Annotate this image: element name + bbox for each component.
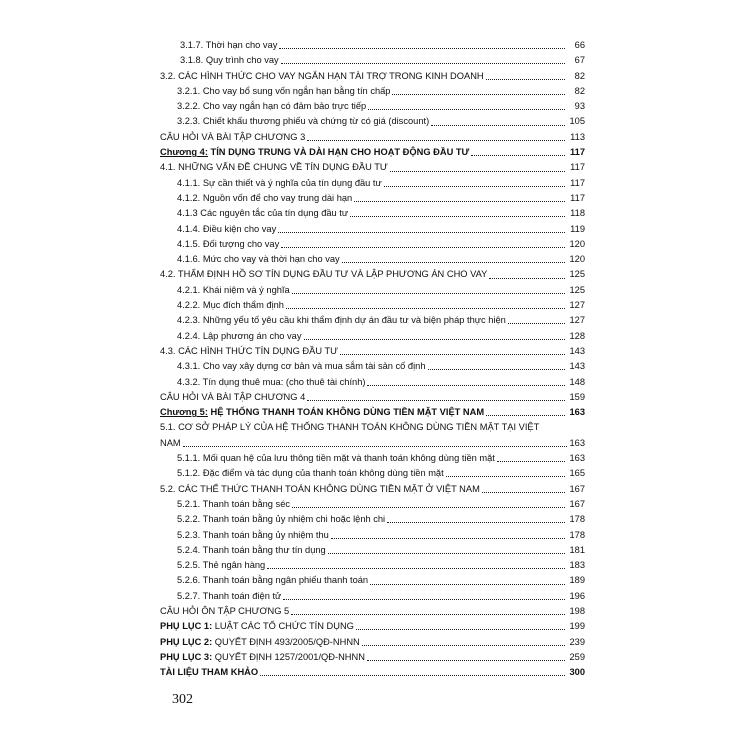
toc-leader-dots [183,446,568,447]
toc-entry-title [177,237,279,252]
toc-entry-title [177,451,495,466]
toc-entry [157,176,585,191]
toc-entry-text: 3.2. CÁC HÌNH THỨC CHO VAY NGẮN HẠN TÀI TRỢ TRONG KINH DOANH [160,70,484,81]
toc-entry-page: 67 [574,55,585,66]
toc-entry-title [160,665,258,680]
toc-entry-page: 120 [569,238,585,249]
toc-entry-page: 120 [569,254,585,265]
toc-entry-title [160,160,388,175]
toc-leader-dots [392,94,565,95]
toc-entry-text: 3.1.8. Quy trình cho vay [180,55,279,66]
toc-entry-text: 4.1.6. Mức cho vay và thời hạn cho vay [177,254,340,265]
toc-entry-title [177,176,382,191]
toc-leader-dots [267,568,565,569]
toc-entry-title [180,38,277,53]
toc-entry-page: 119 [570,223,585,234]
toc-entry-title [160,69,484,84]
toc-entry [157,191,585,206]
toc-entry [157,99,585,114]
toc-entry [157,267,585,282]
toc-entry-title [160,145,469,160]
toc-entry-text: 5.2.7. Thanh toán điện tử [177,590,282,601]
table-of-contents [157,38,585,680]
toc-entry-text: 4.1.1. Sự cần thiết và ý nghĩa của tín dụng đầu tư [177,177,382,188]
toc-entry [157,222,585,237]
toc-leader-dots [471,155,565,156]
toc-entry-title [177,466,444,481]
toc-entry [157,528,585,543]
toc-entry-page: 117 [570,162,585,173]
toc-entry [157,160,585,175]
toc-entry-text: TÍN DỤNG TRUNG VÀ DÀI HẠN CHO HOẠT ĐỘNG ĐẦU TƯ [207,147,470,158]
toc-entry-title [177,99,366,114]
toc-entry-page: 163 [569,453,585,464]
toc-entry [157,573,585,588]
toc-entry-page: 143 [569,361,585,372]
toc-leader-dots [281,63,565,64]
toc-entry [157,130,585,145]
toc-entry [157,69,585,84]
toc-entry-text: QUYẾT ĐỊNH 493/2005/QĐ-NHNN [212,636,360,647]
toc-entry-title [177,206,348,221]
toc-entry-page: 128 [569,330,585,341]
toc-entry [157,650,585,665]
toc-entry-text: 4.2.2. Mục đích thẩm định [177,300,284,311]
toc-entry-text: 5.2.2. Thanh toán bằng ủy nhiệm chi hoặc lệnh chi [177,514,386,525]
toc-entry-text: 5.1.2. Đặc điểm và tác dụng của thanh toán không dùng tiền mặt [177,468,444,479]
toc-entry-page: 181 [569,544,585,555]
toc-entry [157,283,585,298]
toc-entry-title [160,405,484,420]
toc-entry-text: CÂU HỎI ÔN TẬP CHƯƠNG 5 [160,605,290,616]
toc-entry [157,298,585,313]
toc-leader-dots [431,125,565,126]
toc-entry-title [160,619,354,634]
toc-leader-dots [482,492,565,493]
toc-entry [157,329,585,344]
toc-entry-text: 5.2.5. Thẻ ngân hàng [177,560,266,571]
toc-entry-title [160,130,305,145]
appendix-label: PHỤ LỤC 3: [160,651,213,662]
toc-entry-title [177,283,290,298]
toc-entry-page: 93 [574,101,585,112]
toc-entry-page: 163 [569,437,585,448]
toc-entry [157,114,585,129]
toc-leader-dots [486,415,565,416]
toc-entry-page: 178 [569,514,585,525]
toc-entry [157,359,585,374]
toc-entry-title [177,573,368,588]
toc-entry [157,635,585,650]
toc-entry-page: 82 [574,70,585,81]
toc-leader-dots [354,201,565,202]
toc-entry-title [177,497,290,512]
toc-entry [157,451,585,466]
toc-entry-text: 5.2. CÁC THỂ THỨC THANH TOÁN KHÔNG DÙNG TIỀN MẶT Ở VIỆT NAM [160,483,480,494]
toc-entry-text: 3.2.2. Cho vay ngắn hạn có đảm bảo trực tiếp [177,101,367,112]
toc-entry-title-line1: 5.1. CƠ SỞ PHÁP LÝ CỦA HỆ THỐNG THANH TOÁN KHÔNG DÙNG TIỀN MẶT TẠI VIỆT [160,422,540,433]
toc-entry-page: 163 [569,407,585,418]
page-number: 302 [172,692,193,707]
toc-entry-page: 125 [569,269,585,280]
toc-entry-title [177,222,276,237]
toc-entry-text: 5.2.4. Thanh toán bằng thư tín dụng [177,544,326,555]
toc-entry-text: 4.1. NHỮNG VẤN ĐỀ CHUNG VỀ TÍN DỤNG ĐẦU TƯ [160,162,388,173]
toc-leader-dots [368,109,565,110]
toc-entry-title [177,558,265,573]
toc-entry [157,38,585,53]
toc-entry-page: 165 [569,468,585,479]
toc-entry-text: 5.2.1. Thanh toán bằng séc [177,498,291,509]
toc-entry [157,543,585,558]
toc-leader-dots [292,507,565,508]
toc-entry-page: 117 [570,177,585,188]
toc-entry-text: 4.3.1. Cho vay xây dựng cơ bản và mua sắm tài sản cố định [177,361,426,372]
toc-entry-page: 183 [569,560,585,571]
toc-entry [157,145,585,160]
toc-entry [157,665,585,680]
toc-leader-dots [331,538,565,539]
toc-entry-page: 117 [570,192,585,203]
toc-entry-title-line2: NAM [160,437,181,448]
toc-entry-title [177,589,281,604]
toc-leader-dots [387,522,565,523]
toc-entry-text: TÀI LIỆU THAM KHẢO [160,667,259,678]
chapter-label: Chương 4: [160,147,208,158]
toc-entry-page: 105 [569,116,585,127]
toc-entry-text: QUYẾT ĐỊNH 1257/2001/QĐ-NHNN [212,651,365,662]
toc-entry-title [160,482,480,497]
toc-entry-title [177,359,426,374]
toc-entry [157,558,585,573]
toc-entry [157,482,585,497]
toc-entry-page: 127 [569,315,585,326]
toc-entry [157,619,585,634]
toc-entry [157,206,585,221]
toc-entry [157,466,585,481]
toc-entry-title [177,543,326,558]
toc-entry-text: 4.2.4. Lập phương án cho vay [177,330,302,341]
toc-entry-page: 82 [574,85,585,96]
appendix-label: PHỤ LỤC 1: [160,621,213,632]
toc-leader-dots [279,48,565,49]
toc-leader-dots [281,247,565,248]
toc-leader-dots [304,339,566,340]
toc-entry [157,313,585,328]
toc-entry-text: 4.2. THẨM ĐỊNH HỒ SƠ TÍN DỤNG ĐẦU TƯ VÀ LẬP PHƯƠNG ÁN CHO VAY [160,269,488,280]
toc-entry-title [177,313,506,328]
toc-entry-title [177,375,365,390]
toc-entry-text: 5.2.3. Thanh toán bằng ủy nhiệm thu [177,529,329,540]
toc-leader-dots [489,278,565,279]
toc-entry-text: CÂU HỎI VÀ BÀI TẬP CHƯƠNG 3 [160,131,306,142]
toc-entry-page: 196 [569,590,585,601]
toc-leader-dots [328,553,565,554]
toc-leader-dots [508,323,565,324]
toc-leader-dots [446,476,565,477]
toc-entry-page: 117 [570,147,585,158]
toc-entry-title [160,390,305,405]
toc-entry-page: 300 [569,667,585,678]
toc-leader-dots [307,140,565,141]
toc-entry-page: 143 [569,345,585,356]
toc-leader-dots [286,308,565,309]
toc-entry [157,375,585,390]
toc-group [157,451,585,680]
toc-entry [157,512,585,527]
toc-entry [157,84,585,99]
toc-entry-text: 3.2.1. Cho vay bổ sung vốn ngắn hạn bằng tín chấp [177,85,391,96]
toc-entry [157,252,585,267]
toc-entry-page: 66 [574,40,585,50]
toc-leader-dots [307,400,565,401]
toc-leader-dots [278,232,565,233]
toc-entry-page: 259 [569,651,585,662]
toc-entry-title [177,329,302,344]
toc-entry-page: 167 [569,483,585,494]
toc-entry-page: 127 [569,300,585,311]
toc-leader-dots [486,79,565,80]
toc-entry-text: 3.1.7. Thời hạn cho vay [180,40,278,50]
toc-entry-title [177,114,429,129]
toc-entry-text: 4.1.5. Đối tượng cho vay [177,238,280,249]
toc-entry [157,344,585,359]
toc-entry-title [177,528,329,543]
toc-entry [157,589,585,604]
toc-entry-page: 159 [569,391,585,402]
toc-leader-dots [340,354,565,355]
toc-leader-dots [367,660,565,661]
toc-entry-page: 178 [569,529,585,540]
toc-entry-wrapped [157,420,585,451]
toc-entry-page: 118 [570,208,585,219]
toc-entry [157,497,585,512]
toc-entry-text: 4.1.3 Các nguyên tắc của tín dụng đầu tư [177,208,349,219]
toc-entry-text: 4.3. CÁC HÌNH THỨC TÍN DỤNG ĐẦU TƯ [160,345,339,356]
toc-leader-dots [350,216,565,217]
toc-leader-dots [390,171,565,172]
toc-entry-title [160,635,360,650]
toc-leader-dots [292,293,565,294]
toc-entry-page: 125 [569,284,585,295]
toc-entry-text: 5.1.1. Mối quan hệ của lưu thông tiền mặt và thanh toán không dùng tiền mặt [177,453,495,464]
toc-entry-page: 113 [570,131,585,142]
toc-entry-text: 4.1.4. Điều kiện cho vay [177,223,277,234]
toc-leader-dots [291,614,565,615]
toc-entry-page: 167 [569,498,585,509]
toc-entry-page: 239 [569,636,585,647]
toc-entry-page: 148 [569,376,585,387]
toc-entry-title [160,604,289,619]
toc-entry-title [177,191,352,206]
toc-group [157,38,585,420]
toc-leader-dots [362,645,565,646]
toc-entry-text: 4.2.3. Những yếu tố yêu cầu khi thẩm định dự án đầu tư và biện pháp thực hiện [177,315,506,326]
toc-entry-text: 3.2.3. Chiết khấu thương phiếu và chứng từ có giá (discount) [177,116,430,127]
toc-entry-text: 5.2.6. Thanh toán bằng ngân phiếu thanh toán [177,575,369,586]
toc-leader-dots [356,629,565,630]
appendix-label: PHỤ LỤC 2: [160,636,213,647]
chapter-label: Chương 5: [160,407,208,418]
toc-entry [157,604,585,619]
toc-entry-text: HỆ THỐNG THANH TOÁN KHÔNG DÙNG TIỀN MẶT VIỆT NAM [207,407,485,418]
toc-entry-text: 4.3.2. Tín dụng thuê mua: (cho thuê tài chính) [177,376,366,387]
toc-leader-dots [283,599,565,600]
toc-entry-title [177,298,284,313]
toc-leader-dots [342,262,565,263]
toc-entry-text: 4.2.1. Khái niệm và ý nghĩa [177,284,290,295]
toc-entry [157,390,585,405]
toc-entry [157,53,585,68]
toc-leader-dots [367,385,565,386]
toc-entry-page: 198 [569,605,585,616]
toc-entry-title [160,650,365,665]
toc-leader-dots [428,369,566,370]
toc-entry-title [177,512,385,527]
toc-entry-text: CÂU HỎI VÀ BÀI TẬP CHƯƠNG 4 [160,391,306,402]
toc-leader-dots [260,675,565,676]
toc-entry-title [177,84,390,99]
toc-entry-text: 4.1.2. Nguồn vốn để cho vay trung dài hạn [177,192,353,203]
toc-entry-title [160,344,338,359]
toc-entry-title [180,53,279,68]
toc-entry-page: 199 [569,621,585,632]
toc-entry-title [177,252,340,267]
toc-entry-page: 189 [569,575,585,586]
toc-leader-dots [497,461,565,462]
toc-entry [157,405,585,420]
toc-entry-title [160,267,487,282]
toc-entry [157,237,585,252]
toc-leader-dots [384,186,565,187]
toc-entry-text: LUẬT CÁC TỔ CHỨC TÍN DỤNG [212,621,354,632]
toc-leader-dots [370,584,565,585]
